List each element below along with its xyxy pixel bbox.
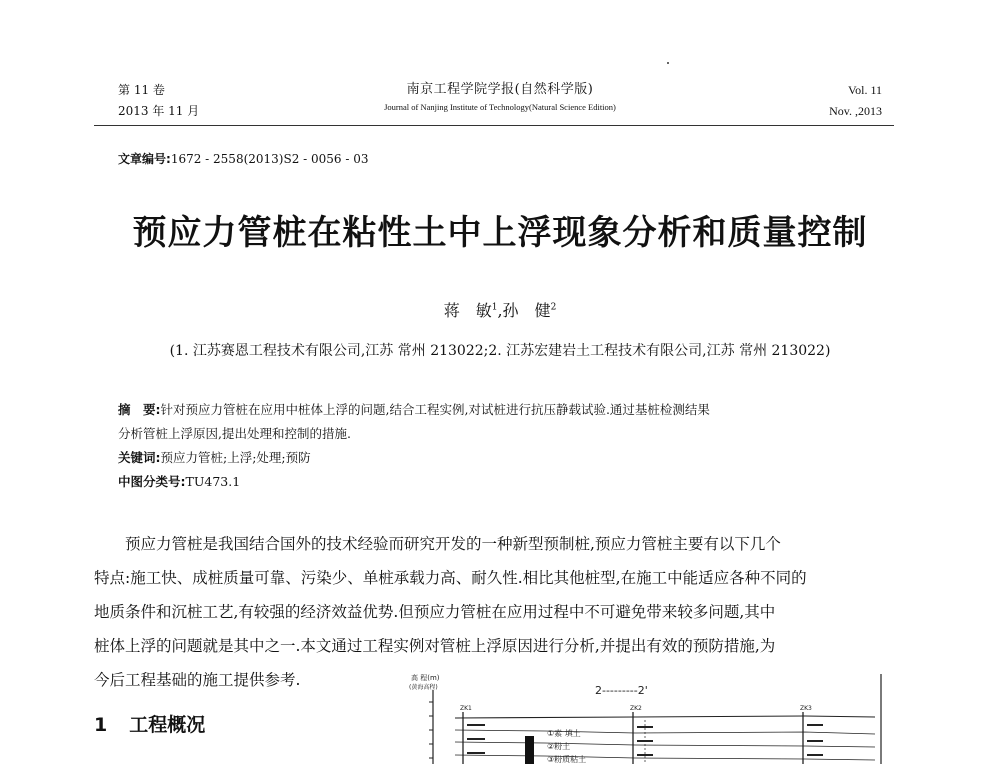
- borehole-1-mark: [467, 752, 485, 754]
- keywords-line: [118, 446, 710, 470]
- author-separator: ,: [497, 301, 503, 320]
- paper-title: 预应力管桩在粘性土中上浮现象分析和质量控制: [132, 213, 868, 253]
- borehole-2-mark: [637, 740, 653, 742]
- header-volume-cn: 第 11 卷: [118, 83, 165, 97]
- author-2-sup: 2: [550, 302, 557, 313]
- abstract-block: [118, 398, 710, 494]
- borehole-label-3: ZK3: [800, 705, 812, 712]
- author-1-name: 蒋 敏: [443, 301, 492, 320]
- article-number-value: 1672 - 2558(2013)S2 - 0056 - 03: [170, 152, 369, 166]
- scan-speck: [667, 62, 669, 64]
- author-2-name: 孙 健: [502, 301, 551, 320]
- ground-surface-line: [455, 716, 875, 718]
- header-date-cn: 2013 年 11 月: [118, 104, 200, 118]
- body-line-2: 特点:施工快、成桩质量可靠、污染少、单桩承载力高、耐久性.相比其他桩型,在施工中能适应各种不同的: [94, 569, 807, 587]
- article-number-label: 文章编号:: [118, 152, 171, 166]
- header-rule: [94, 125, 894, 126]
- layer-label-1: ①素 填土: [547, 729, 581, 738]
- borehole-1-mark: [467, 724, 485, 726]
- body-line-5: 今后工程基础的施工提供参考.: [94, 671, 301, 689]
- clc-label: 中图分类号:: [118, 474, 186, 489]
- abstract-label: 摘 要:: [118, 402, 161, 417]
- axis-label-sub: (黄海高程): [409, 684, 438, 691]
- borehole-label-1: ZK1: [460, 705, 472, 712]
- abstract-line-1: [118, 398, 710, 422]
- borehole-2-mark: [637, 754, 653, 756]
- borehole-1-mark: [467, 738, 485, 740]
- borehole-3-mark: [807, 740, 823, 742]
- clc-line: [118, 470, 710, 494]
- clc-value: TU473.1: [185, 474, 241, 489]
- header-volume-en: Vol. 11: [847, 83, 882, 97]
- keywords-value: 预应力管桩;上浮;处理;预防: [160, 450, 311, 465]
- section-number: 1: [94, 714, 108, 736]
- abstract-text-2: 分析管桩上浮原因,提出处理和控制的措施.: [118, 426, 351, 441]
- body-line-1: 预应力管桩是我国结合国外的技术经验而研究开发的一种新型预制桩,预应力管桩主要有以下几个: [125, 535, 781, 553]
- abstract-text-1: 针对预应力管桩在应用中桩体上浮的问题,结合工程实例,对试桩进行抗压静载试验.通过基桩检测结果: [160, 402, 710, 417]
- borehole-3-mark: [807, 724, 823, 726]
- layer-boundary-1: [455, 730, 875, 734]
- borehole-3-mark: [807, 754, 823, 756]
- journal-title-en: Journal of Nanjing Institute of Technology(Natural Science Edition): [384, 102, 616, 112]
- header-left: [118, 80, 199, 122]
- header-date-en: Nov. ,2013: [829, 104, 882, 118]
- layer-label-2: ②粉土: [547, 742, 571, 751]
- body-line-4: 桩体上浮的问题就是其中之一.本文通过工程实例对管桩上浮原因进行分析,并提出有效的预防措施,为: [94, 637, 776, 655]
- section-heading-1: [94, 710, 205, 737]
- article-number: [118, 150, 369, 167]
- geological-section-figure: [405, 660, 895, 764]
- header-center: [300, 80, 700, 114]
- body-line-3: 地质条件和沉桩工艺,有较强的经济效益优势.但预应力管桩在应用过程中不可避免带来较多问题,其中: [94, 603, 776, 621]
- figure-svg: [405, 660, 895, 764]
- affiliation: (1. 江苏赛恩工程技术有限公司,江苏 常州 213022;2. 江苏宏建岩土工程技术有限公司,江苏 常州 213022): [169, 343, 831, 359]
- borehole-label-2: ZK2: [630, 705, 642, 712]
- section-line-label: 2---------2': [595, 684, 648, 697]
- section-title: 工程概况: [129, 714, 206, 736]
- keywords-label: 关键词:: [118, 450, 161, 465]
- axis-label-top: 高 程(m): [411, 674, 440, 682]
- layer-label-3: ③粉质粘土: [547, 755, 587, 764]
- journal-title-cn: 南京工程学院学报(自然科学版): [406, 82, 594, 97]
- pile-shaft: [525, 736, 534, 764]
- layer-boundary-2: [455, 742, 875, 747]
- header-right: [829, 80, 882, 122]
- borehole-2-mark: [637, 726, 653, 728]
- author-1-sup: 1: [491, 302, 498, 313]
- author-line: [0, 298, 1000, 321]
